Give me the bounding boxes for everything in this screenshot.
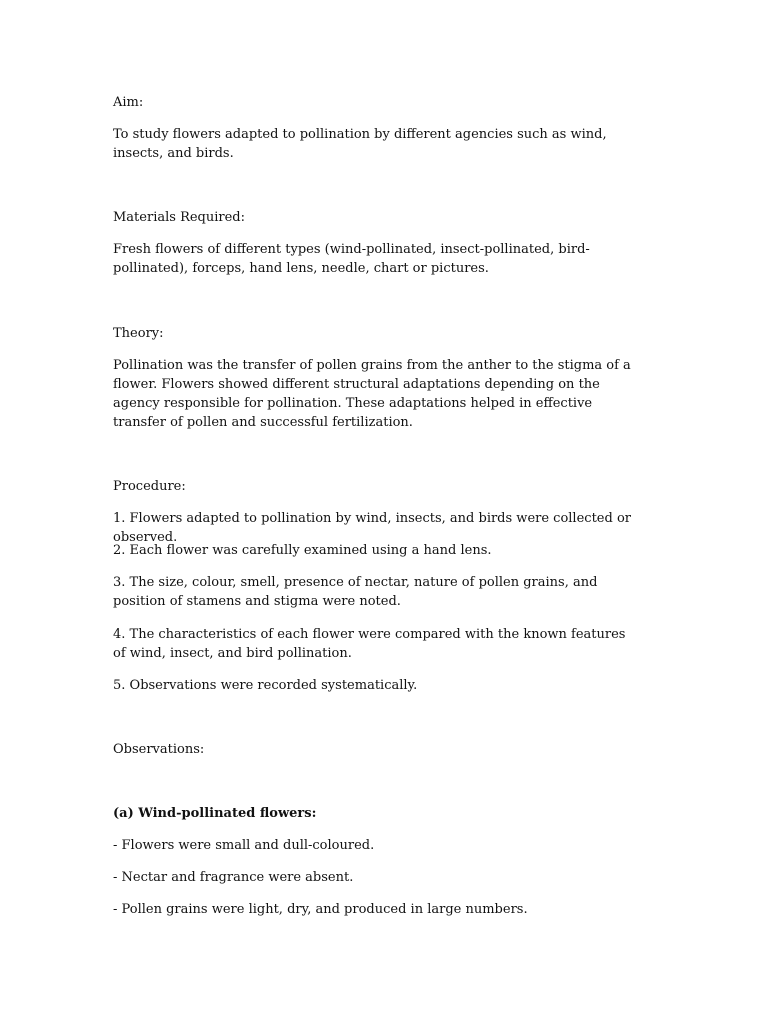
theory-text: Pollination was the transfer of pollen grains from the anther to the stigma of a flower. Flowers showed different structural adaptations depending on the agency responsible for pollination. These adaptations helped in effective transfer of pollen and successful fertilization. — [113, 358, 631, 430]
procedure-step-2: 2. Each flower was carefully examined using a hand lens. — [113, 543, 492, 558]
procedure-step-3: 3. The size, colour, smell, presence of nectar, nature of pollen grains, and position of stamens and stigma were noted. — [113, 575, 598, 609]
procedure-heading: Procedure: — [113, 479, 186, 494]
theory-heading: Theory: — [113, 326, 164, 341]
wind-pollinated-heading: (a) Wind-pollinated flowers: — [113, 806, 317, 821]
wind-observation-2: - Nectar and fragrance were absent. — [113, 870, 354, 885]
materials-heading: Materials Required: — [113, 210, 246, 225]
procedure-step-1: 1. Flowers adapted to pollination by wind, insects, and birds were collected or observed. — [113, 511, 631, 545]
wind-observation-3: - Pollen grains were light, dry, and produced in large numbers. — [113, 902, 528, 917]
materials-text: Fresh flowers of different types (wind-pollinated, insect-pollinated, bird-pollinated), forceps, hand lens, needle, chart or pictures. — [113, 242, 590, 276]
aim-text: To study flowers adapted to pollination by different agencies such as wind, insects, and birds. — [113, 127, 607, 161]
wind-observation-1: - Flowers were small and dull-coloured. — [113, 838, 375, 853]
observations-heading: Observations: — [113, 742, 205, 757]
aim-heading: Aim: — [113, 95, 144, 110]
procedure-step-4: 4. The characteristics of each flower were compared with the known features of wind, insect, and bird pollination. — [113, 627, 626, 661]
procedure-step-5: 5. Observations were recorded systematically. — [113, 678, 418, 693]
